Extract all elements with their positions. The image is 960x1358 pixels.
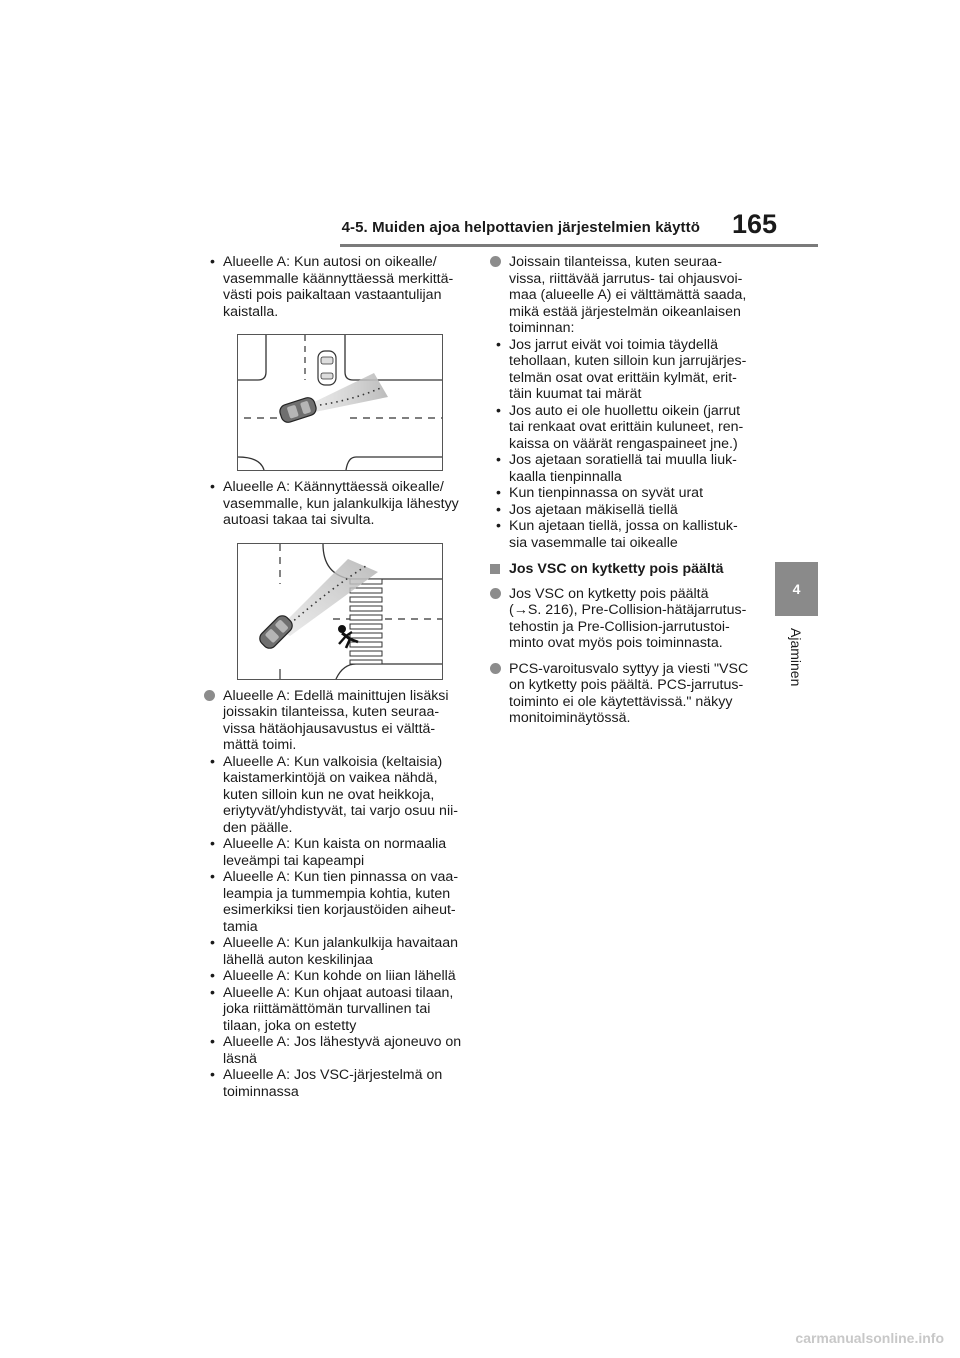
- line: joka riittämättömän turvallinen tai: [223, 1001, 431, 1017]
- line: vissa, riittävää jarrutus- tai ohjausvoi-: [509, 270, 743, 287]
- list-item: [204, 869, 469, 935]
- list-item: [490, 485, 755, 502]
- bullet-turn-pedestrian: [204, 479, 469, 529]
- line: • Jos ajetaan mäkisellä tiellä: [509, 501, 678, 518]
- figure-pedestrian-crossing: [237, 543, 443, 680]
- line: • Alueelle A: Kun valkoisia (keltaisia): [223, 753, 443, 770]
- list-item: [204, 985, 469, 1035]
- gray-circle-icon: [490, 663, 501, 674]
- line: esimerkiksi tien korjaustöiden aiheut-: [223, 902, 456, 918]
- list-item: [490, 502, 755, 519]
- circle-item-vsc-off: [490, 586, 755, 652]
- line: • Kun ajetaan tiellä, jossa on kallistuk-: [509, 518, 738, 534]
- line: tamia: [223, 918, 258, 935]
- line: tilaan, joka on estetty: [223, 1017, 357, 1034]
- line: on kytketty pois päältä. PCS-jarrutus-: [509, 677, 744, 693]
- line: Jos VSC on kytketty pois päältä: [509, 585, 709, 602]
- line: • Alueelle A: Kun kaista on normaalia: [223, 836, 447, 852]
- line: autoasi takaa tai sivulta.: [223, 512, 375, 528]
- line: telmän osat ovat erittäin kylmät, erit-: [509, 369, 737, 386]
- gray-circle-icon: [490, 256, 501, 267]
- line: den päälle.: [223, 819, 293, 836]
- line: monitoiminäytössä.: [509, 710, 631, 726]
- line: mättä toimi.: [223, 737, 297, 753]
- line: • Jos ajetaan soratiellä tai muulla liuk-: [509, 452, 737, 468]
- line: PCS-varoitusvalo syttyy ja viesti "VSC: [509, 660, 749, 677]
- line: kuten silloin kun ne ovat heikkoja,: [223, 786, 435, 803]
- header-rule: [340, 244, 818, 247]
- own-car-icon: [278, 396, 318, 424]
- circle-item-warning-light: [490, 661, 755, 727]
- line: maa (alueelle A) ei välttämättä saada,: [509, 287, 747, 303]
- gray-square-icon: [490, 564, 500, 574]
- line: vasemmalle käännyttäessä merkittä-: [223, 270, 454, 287]
- list-item: [204, 1067, 469, 1100]
- crosswalk: [350, 579, 382, 664]
- line: västi pois paikaltaan vastaantulijan: [223, 287, 442, 303]
- line: minto ovat myös pois toiminnasta.: [509, 635, 723, 651]
- line: kaissa on väärät rengaspaineet jne.): [509, 435, 738, 452]
- line: • Alueelle A: Käännyttäessä oikealle/: [223, 479, 444, 495]
- oncoming-car-icon: [318, 351, 336, 385]
- line: • Alueelle A: Jos lähestyvä ajoneuvo on: [223, 1034, 462, 1050]
- gray-circle-icon: [490, 588, 501, 599]
- circle-item-additional: [204, 688, 469, 754]
- line: vasemmalle, kun jalankulkija lähestyy: [223, 495, 459, 512]
- chapter-tab: 4: [775, 562, 818, 616]
- chapter-label: [778, 628, 814, 708]
- right-column: [490, 254, 755, 727]
- section-title: 4-5. Muiden ajoa helpottavien järjestelmien käyttö: [341, 219, 700, 236]
- list-item: [490, 452, 755, 485]
- list-item: [204, 968, 469, 985]
- line: • Alueelle A: Kun ohjaat autoasi tilaan,: [223, 984, 454, 1001]
- list-item: [204, 836, 469, 869]
- section-heading: [490, 561, 755, 578]
- line: eriytyvät/yhdistyvät, tai varjo osuu nii-: [223, 803, 458, 819]
- list-item: [490, 337, 755, 403]
- line: tai renkaat ovat erittäin kuluneet, ren-: [509, 419, 744, 435]
- list-item: [204, 754, 469, 837]
- line: leampia ja tummempia kohtia, kuten: [223, 885, 451, 902]
- line: • Alueelle A: Kun jalankulkija havaitaan: [223, 935, 459, 951]
- circle-item-situations: [490, 254, 755, 337]
- line: Joissain tilanteissa, kuten seuraa-: [509, 254, 722, 270]
- line: • Jos auto ei ole huollettu oikein (jarrut: [509, 402, 741, 419]
- chapter-label-text: Ajaminen: [788, 628, 804, 687]
- line: (→S. 216), Pre-Collision-hätäjarrutus-: [509, 602, 747, 618]
- line: täin kuumat tai märät: [509, 386, 642, 402]
- line: • Alueelle A: Kun autosi on oikealle/: [223, 254, 437, 270]
- list-item: [490, 518, 755, 551]
- watermark: carmanualsonline.info: [795, 1330, 944, 1346]
- line: vissa hätäohjausavustus ei välttä-: [223, 720, 436, 737]
- right-sub-list: [490, 337, 755, 552]
- line: • Alueelle A: Kun kohde on liian lähellä: [223, 968, 456, 984]
- line: kaistamerkintöjä on vaikea nähdä,: [223, 770, 438, 786]
- line: • Alueelle A: Kun tien pinnassa on vaa-: [223, 869, 459, 885]
- line: läsnä: [223, 1050, 257, 1067]
- line: Alueelle A: Edellä mainittujen lisäksi: [223, 687, 449, 704]
- line: mikä estää järjestelmän oikeanlaisen: [509, 303, 741, 320]
- line: • Kun tienpinnassa on syvät urat: [509, 485, 704, 501]
- list-item: [204, 1034, 469, 1067]
- line: tehollaan, kuten silloin kun jarrujärjes-: [509, 353, 747, 369]
- figure-oncoming-lane-turn: [237, 334, 443, 471]
- left-column: [204, 254, 469, 1100]
- gray-circle-icon: [204, 690, 215, 701]
- list-item: [204, 935, 469, 968]
- line: toiminnan:: [509, 320, 575, 336]
- line: lähellä auton keskilinjaa: [223, 951, 373, 968]
- line: kaistalla.: [223, 303, 279, 320]
- bullet-intro: [204, 254, 469, 320]
- line: sia vasemmalle tai oikealle: [509, 534, 678, 551]
- line: toiminto ei ole käytettävissä." näkyy: [509, 693, 733, 710]
- line: kaalla tienpinnalla: [509, 468, 622, 485]
- left-sub-list: [204, 754, 469, 1101]
- line: tehostin ja Pre-Collision-jarrutustoi-: [509, 618, 730, 635]
- list-item: [490, 403, 755, 453]
- heading-text: Jos VSC on kytketty pois päältä: [509, 561, 724, 577]
- line: joissakin tilanteissa, kuten seuraa-: [223, 704, 440, 720]
- line: toiminnassa: [223, 1083, 299, 1100]
- line: leveämpi tai kapeampi: [223, 852, 365, 869]
- line: • Jos jarrut eivät voi toimia täydellä: [509, 336, 718, 353]
- page-number: 165: [732, 209, 778, 239]
- line: • Alueelle A: Jos VSC-järjestelmä on: [223, 1067, 443, 1083]
